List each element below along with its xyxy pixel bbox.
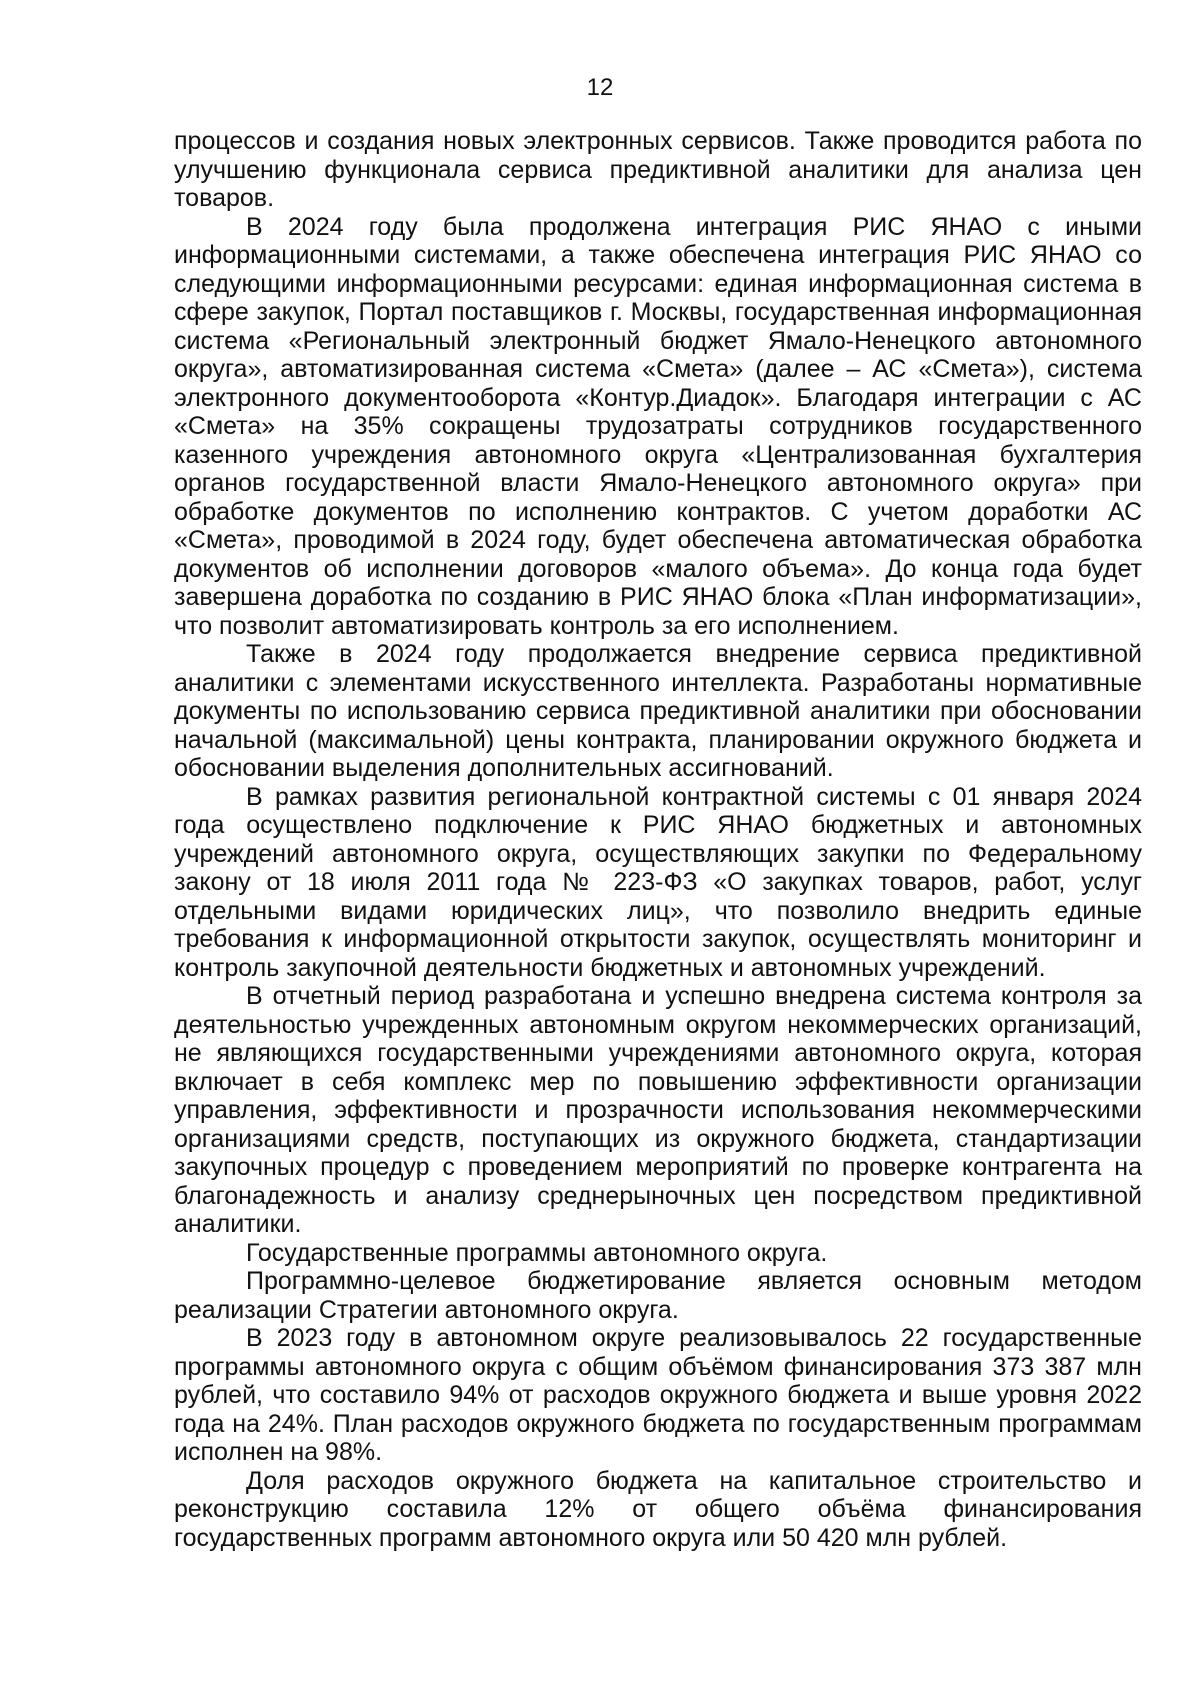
- paragraph-integration: В 2024 году была продолжена интеграция РИС ЯНАО с иными информационными системами, а также обеспечена интеграция РИС ЯНАО со следующими информационными ресурсами: единая информационная система в сфере закупок, Портал поставщиков г. Москвы, государственная информационная система «Региональный электронный бюджет Ямало-Ненецкого автономного округа», автоматизированная система «Смета» (далее – АС «Смета»), система электронного документооборота «Контур.Диадок». Благодаря интеграции с АС «Смета» на 35% сокращены трудозатраты сотрудников государственного казенного учреждения автономного округа «Централизованная бухгалтерия органов государственной власти Ямало-Ненецкого автономного округа» при обработке документов по исполнению контрактов. С учетом доработки АС «Смета», проводимой в 2024 году, будет обеспечена автоматическая обработка документов об исполнении договоров «малого объема». До конца года будет завершена доработка по созданию в РИС ЯНАО блока «План информатизации», что позволит автоматизировать контроль за его исполнением.: [174, 212, 1142, 640]
- paragraph-predictive-analytics: Также в 2024 году продолжается внедрение сервиса предиктивной аналитики с элементами искусственного интеллекта. Разработаны нормативные документы по использованию сервиса предиктивной аналитики при обосновании начальной (максимальной) цены контракта, планировании окружного бюджета и обосновании выделения дополнительных ассигнований.: [174, 640, 1142, 782]
- paragraph-continuation: процессов и создания новых электронных сервисов. Также проводится работа по улучшению функционала сервиса предиктивной аналитики для анализа цен товаров.: [174, 127, 1142, 212]
- paragraph-section-heading: Государственные программы автономного округа.: [246, 1238, 828, 1267]
- document-body: [174, 127, 1142, 1552]
- paragraph-program-budgeting: Программно-целевое бюджетирование является основным методом реализации Стратегии автономного округа.: [174, 1267, 1142, 1324]
- page-number: 12: [586, 74, 614, 101]
- paragraph-programs-2023: В 2023 году в автономном округе реализовывалось 22 государственные программы автономного округа с общим объёмом финансирования 373 387 млн рублей, что составило 94% от расходов окружного бюджета и выше уровня 2022 года на 24%. План расходов окружного бюджета по государственным программам исполнен на 98%.: [174, 1324, 1142, 1466]
- paragraph-capital-construction: Доля расходов окружного бюджета на капитальное строительство и реконструкцию составила 12% от общего объёма финансирования государственных программ автономного округа или 50 420 млн рублей.: [174, 1466, 1142, 1552]
- paragraph-control-system: В отчетный период разработана и успешно внедрена система контроля за деятельностью учрежденных автономным округом некоммерческих организаций, не являющихся государственными учреждениями автономного округа, которая включает в себя комплекс мер по повышению эффективности организации управления, эффективности и прозрачности использования некоммерческими организациями средств, поступающих из окружного бюджета, стандартизации закупочных процедур с проведением мероприятий по проверке контрагента на благонадежность и анализу среднерыночных цен посредством предиктивной аналитики.: [174, 982, 1142, 1238]
- paragraph-contract-system: В рамках развития региональной контрактной системы с 01 января 2024 года осуществлено подключение к РИС ЯНАО бюджетных и автономных учреждений автономного округа, осуществляющих закупки по Федеральному закону от 18 июля 2011 года № 223-ФЗ «О закупках товаров, работ, услуг отдельными видами юридических лиц», что позволило внедрить единые требования к информационной открытости закупок, осуществлять мониторинг и контроль закупочной деятельности бюджетных и автономных учреждений.: [174, 782, 1142, 982]
